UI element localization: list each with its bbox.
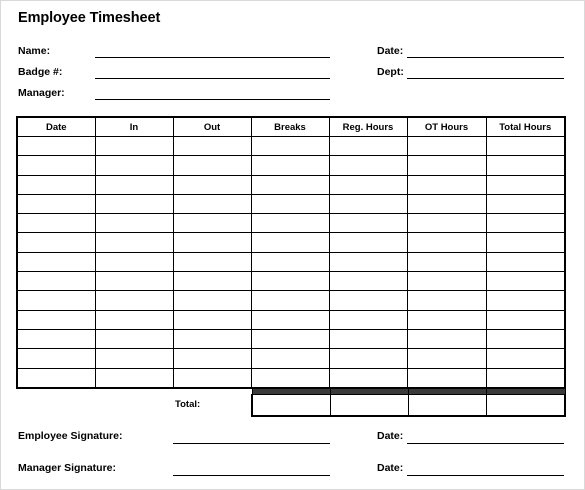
table-cell-ot-hours[interactable] (407, 137, 486, 156)
table-cell-breaks[interactable] (251, 137, 329, 156)
table-cell-in[interactable] (95, 349, 173, 368)
table-cell-reg-hours[interactable] (329, 291, 407, 310)
table-cell-date[interactable] (17, 349, 95, 368)
table-cell-in[interactable] (95, 291, 173, 310)
table-cell-ot-hours[interactable] (407, 214, 486, 233)
table-cell-out[interactable] (173, 349, 251, 368)
employee-signature-field[interactable] (173, 443, 330, 444)
table-cell-reg-hours[interactable] (329, 137, 407, 156)
name-field[interactable] (95, 57, 330, 58)
table-cell-date[interactable] (17, 156, 95, 175)
total-label: Total: (175, 399, 201, 410)
manager-signature-label: Manager Signature: (18, 462, 117, 474)
date-field[interactable] (407, 57, 564, 58)
table-cell-in[interactable] (95, 329, 173, 348)
table-cell-breaks[interactable] (251, 349, 329, 368)
table-cell-reg-hours[interactable] (329, 310, 407, 329)
timesheet-table (16, 116, 566, 389)
table-row (17, 329, 565, 348)
table-cell-total-hours[interactable] (486, 252, 565, 271)
manager-signature-date-field[interactable] (407, 475, 564, 476)
table-cell-out[interactable] (173, 156, 251, 175)
table-cell-breaks[interactable] (251, 156, 329, 175)
table-cell-total-hours[interactable] (486, 291, 565, 310)
column-header-date: Date (17, 117, 95, 137)
table-cell-ot-hours[interactable] (407, 233, 486, 252)
total-reg-hours-cell[interactable] (252, 395, 330, 417)
table-cell-in[interactable] (95, 175, 173, 194)
date-label: Date: (377, 45, 404, 57)
table-cell-ot-hours[interactable] (407, 291, 486, 310)
table-cell-ot-hours[interactable] (407, 310, 486, 329)
table-header-row (17, 117, 565, 137)
table-cell-date[interactable] (17, 214, 95, 233)
table-cell-breaks[interactable] (251, 233, 329, 252)
table-cell-out[interactable] (173, 214, 251, 233)
table-cell-out[interactable] (173, 329, 251, 348)
table-cell-date[interactable] (17, 233, 95, 252)
timesheet-body (17, 137, 565, 389)
table-cell-reg-hours[interactable] (329, 233, 407, 252)
table-cell-total-hours[interactable] (486, 214, 565, 233)
table-row (17, 194, 565, 213)
dept-label: Dept: (377, 66, 404, 78)
table-row (17, 175, 565, 194)
table-cell-breaks[interactable] (251, 310, 329, 329)
table-cell-in[interactable] (95, 194, 173, 213)
table-cell-total-hours[interactable] (486, 329, 565, 348)
table-cell-ot-hours[interactable] (407, 175, 486, 194)
total-total-hours-cell[interactable] (408, 395, 486, 417)
table-cell-reg-hours[interactable] (329, 156, 407, 175)
employee-signature-date-field[interactable] (407, 443, 564, 444)
table-row (17, 291, 565, 310)
badge-field[interactable] (95, 78, 330, 79)
table-cell-total-hours[interactable] (486, 137, 565, 156)
table-cell-date[interactable] (17, 175, 95, 194)
table-cell-reg-hours[interactable] (329, 349, 407, 368)
badge-label: Badge #: (18, 66, 63, 78)
table-cell-ot-hours[interactable] (407, 156, 486, 175)
table-cell-in[interactable] (95, 214, 173, 233)
manager-signature-field[interactable] (173, 475, 330, 476)
table-cell-date[interactable] (17, 137, 95, 156)
table-cell-in[interactable] (95, 156, 173, 175)
manager-label: Manager: (18, 87, 65, 99)
table-cell-in[interactable] (95, 368, 173, 388)
table-cell-ot-hours[interactable] (407, 272, 486, 291)
table-cell-total-hours[interactable] (486, 156, 565, 175)
column-header-total-hours: Total Hours (486, 117, 565, 137)
column-header-out: Out (173, 117, 251, 137)
totals-table (251, 388, 566, 417)
table-row (17, 310, 565, 329)
column-header-in: In (95, 117, 173, 137)
table-cell-ot-hours[interactable] (407, 368, 486, 388)
table-cell-out[interactable] (173, 291, 251, 310)
table-row (17, 214, 565, 233)
table-cell-breaks[interactable] (251, 175, 329, 194)
table-cell-reg-hours[interactable] (329, 272, 407, 291)
table-cell-reg-hours[interactable] (329, 368, 407, 388)
table-cell-breaks[interactable] (251, 252, 329, 271)
table-cell-breaks[interactable] (251, 329, 329, 348)
employee-signature-label: Employee Signature: (18, 430, 123, 442)
totals-row (252, 395, 565, 417)
table-cell-breaks[interactable] (251, 272, 329, 291)
table-cell-in[interactable] (95, 272, 173, 291)
table-cell-out[interactable] (173, 233, 251, 252)
table-cell-breaks[interactable] (251, 194, 329, 213)
table-row (17, 272, 565, 291)
total-ot-hours-cell[interactable] (330, 395, 408, 417)
table-cell-reg-hours[interactable] (329, 175, 407, 194)
table-cell-reg-hours[interactable] (329, 194, 407, 213)
table-cell-in[interactable] (95, 137, 173, 156)
table-cell-out[interactable] (173, 368, 251, 388)
table-cell-total-hours[interactable] (486, 194, 565, 213)
table-cell-out[interactable] (173, 272, 251, 291)
table-cell-total-hours[interactable] (486, 310, 565, 329)
table-cell-total-hours[interactable] (486, 233, 565, 252)
table-cell-total-hours[interactable] (486, 349, 565, 368)
table-cell-ot-hours[interactable] (407, 252, 486, 271)
table-row (17, 137, 565, 156)
table-cell-breaks[interactable] (251, 214, 329, 233)
table-row (17, 252, 565, 271)
table-row (17, 233, 565, 252)
name-label: Name: (18, 45, 51, 57)
table-cell-out[interactable] (173, 175, 251, 194)
table-cell-date[interactable] (17, 272, 95, 291)
table-cell-out[interactable] (173, 137, 251, 156)
table-cell-out[interactable] (173, 310, 251, 329)
table-cell-breaks[interactable] (251, 291, 329, 310)
table-cell-date[interactable] (17, 368, 95, 388)
table-cell-date[interactable] (17, 329, 95, 348)
page-title: Employee Timesheet (18, 10, 161, 26)
table-row (17, 156, 565, 175)
table-cell-out[interactable] (173, 194, 251, 213)
table-cell-total-hours[interactable] (486, 368, 565, 388)
table-cell-date[interactable] (17, 194, 95, 213)
table-cell-breaks[interactable] (251, 368, 329, 388)
table-cell-reg-hours[interactable] (329, 252, 407, 271)
table-cell-in[interactable] (95, 233, 173, 252)
table-cell-out[interactable] (173, 252, 251, 271)
table-cell-ot-hours[interactable] (407, 194, 486, 213)
dept-field[interactable] (407, 78, 564, 79)
employee-signature-date-label: Date: (377, 430, 404, 442)
table-cell-in[interactable] (95, 310, 173, 329)
table-cell-in[interactable] (95, 252, 173, 271)
table-cell-total-hours[interactable] (486, 175, 565, 194)
table-cell-date[interactable] (17, 252, 95, 271)
table-cell-date[interactable] (17, 310, 95, 329)
table-cell-reg-hours[interactable] (329, 214, 407, 233)
table-cell-reg-hours[interactable] (329, 329, 407, 348)
table-cell-ot-hours[interactable] (407, 329, 486, 348)
column-header-reg-hours: Reg. Hours (329, 117, 407, 137)
column-header-breaks: Breaks (251, 117, 329, 137)
table-cell-total-hours[interactable] (486, 272, 565, 291)
table-row (17, 368, 565, 388)
table-cell-ot-hours[interactable] (407, 349, 486, 368)
column-header-ot-hours: OT Hours (407, 117, 486, 137)
total-extra-cell[interactable] (486, 395, 565, 417)
manager-field[interactable] (95, 99, 330, 100)
table-row (17, 349, 565, 368)
manager-signature-date-label: Date: (377, 462, 404, 474)
table-cell-date[interactable] (17, 291, 95, 310)
